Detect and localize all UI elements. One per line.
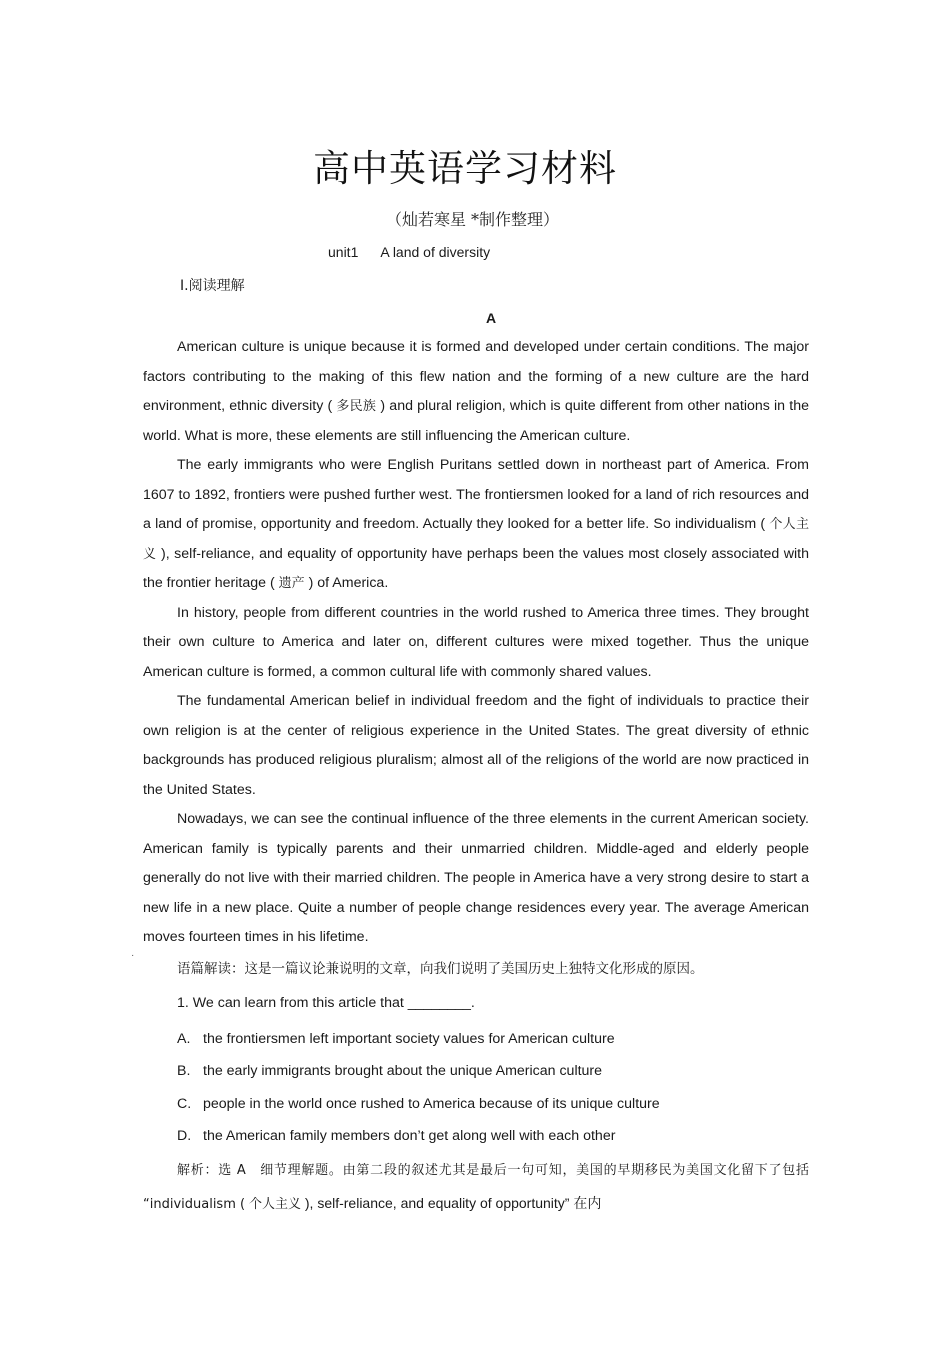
- gloss-heritage: 遗产: [278, 576, 305, 591]
- gloss-individualism-analysis: 个人主义: [248, 1196, 301, 1212]
- gloss-individualism: 个人主义: [143, 517, 809, 562]
- paragraph-2: The early immigrants who were English Puritans settled down in northeast part of America. From 1607 to 1892, frontiers were pushed further west. The frontiersmen looked for a land of rich resources and a land of promise, opportunity and freedom. Actually they looked for a better life. So individualism ( 个人主义 ), self-reliance, and equality of opportunity have perhaps been the values most closely associated with the frontier heritage ( 遗产 ) of America.: [143, 457, 809, 591]
- option-a: A. the frontiersmen left important society values for American culture: [177, 1031, 615, 1047]
- unit-title: A land of diversity: [380, 244, 491, 260]
- unit-label: unit1: [328, 244, 359, 260]
- paragraph-5: Nowadays, we can see the continual influence of the three elements in the current American society. American family is typically parents and their unmarried children. Middle-aged and elderly people generally do not live with their married children. The people in America have a very strong desire to start a new life in a new place. Quite a number of people change residences every year. The average American moves fourteen times in his lifetime.: [143, 811, 809, 945]
- paragraph-1: American culture is unique because it is formed and developed under certain conditions. The major factors contributing to the making of this flew nation and the forming of a new culture are the hard environment, ethnic diversity ( 多民族 ) and plural religion, which is quite different from other nations in the world. What is more, these elements are still influencing the American culture.: [143, 339, 809, 444]
- passage-letter: A: [485, 310, 497, 326]
- passage-body: [143, 333, 809, 953]
- gloss-duominzu: 多民族: [336, 399, 377, 414]
- question-stem: 1. We can learn from this article that ________.: [177, 995, 475, 1011]
- reading-note: 语篇解读：这是一篇议论兼说明的文章，向我们说明了美国历史上独特文化形成的原因。: [177, 961, 704, 977]
- option-c: C. people in the world once rushed to America because of its unique culture: [177, 1095, 660, 1112]
- paragraph-4: The fundamental American belief in individual freedom and the fight of individuals to practice their own religion is at the center of religious experience in the United States. The great diversity of ethnic backgrounds has produced religious pluralism; almost all of the religions of the world are now practiced in the United States.: [143, 693, 809, 798]
- question-section: [143, 955, 809, 1221]
- option-d: D. the American family members don’t get along well with each other: [177, 1128, 616, 1145]
- margin-mark: ·: [131, 950, 135, 961]
- option-b: B. the early immigrants brought about the unique American culture: [177, 1063, 603, 1080]
- answer-analysis: 解析：选 A 细节理解题。由第二段的叙述尤其是最后一句可知，美国的早期移民为美国文化留下了包括 “individualism ( 个人主义 ), self-reliance, and equality of opportunity” 在内: [143, 1162, 809, 1212]
- section-heading: Ⅰ.阅读理解: [180, 278, 245, 294]
- answer-options: [177, 1023, 809, 1153]
- unit-heading: [328, 244, 490, 260]
- document-subtitle: （灿若寒星 *制作整理）: [385, 210, 560, 229]
- document-title: 高中英语学习材料: [313, 147, 617, 190]
- paragraph-3: In history, people from different countries in the world rushed to America three times. They brought their own culture to America and later on, different cultures were mixed together. Thus the unique American culture is formed, a common cultural life with commonly shared values.: [143, 604, 809, 680]
